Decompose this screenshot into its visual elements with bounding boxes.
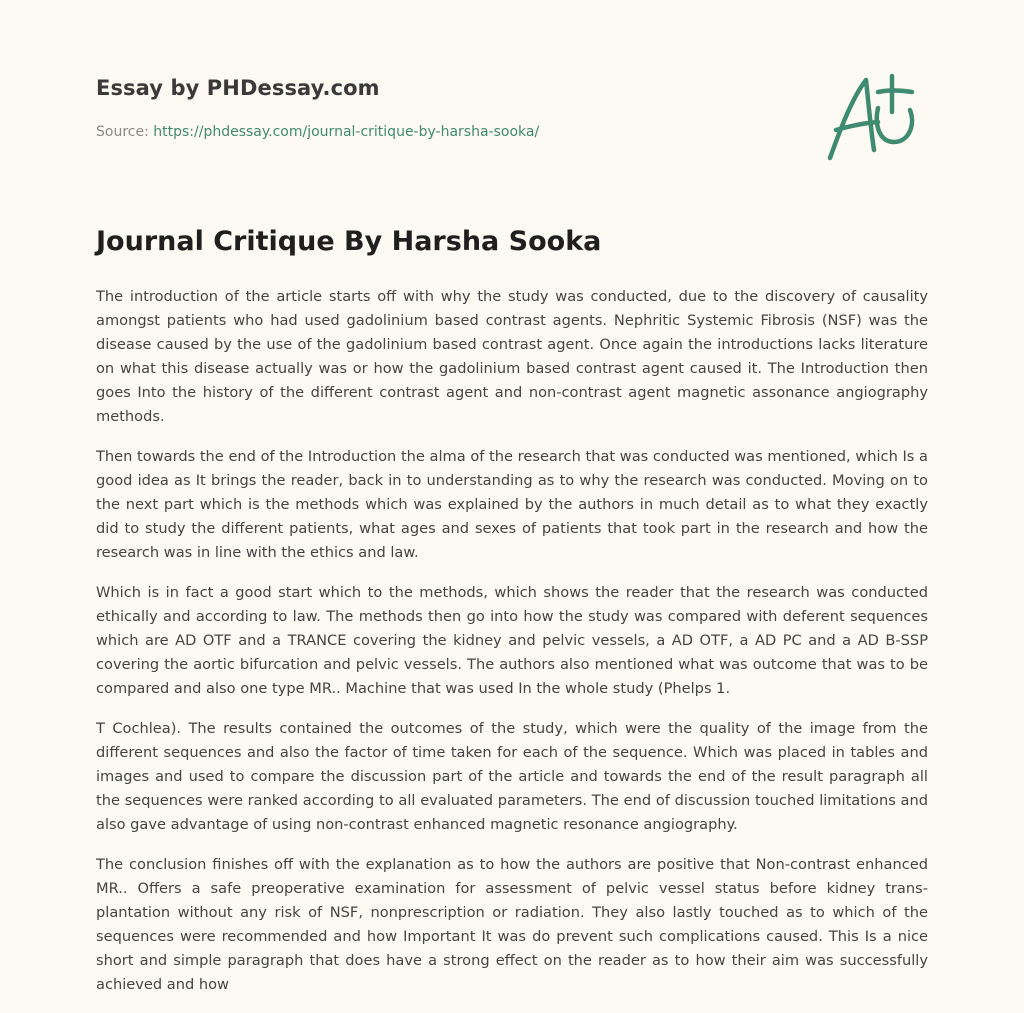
article-title: Journal Critique By Harsha Sooka xyxy=(96,226,602,257)
paragraph-3: Which is in fact a good start which to the methods, which shows the reader that the research was conducted ethically and according to law. The methods then go into how the study was compared with deferent sequences which are AD OTF and a TRANCE covering the kidney and pelvic vessels, a AD OTF, a AD PC and a AD B-SSP covering the aortic bifurcation and pelvic vessels. The authors also mentioned what was outcome that was to be compared and also one type MR.. Machine that was used In the whole study (Phelps 1. xyxy=(96,584,928,697)
source-link[interactable]: https://phdessay.com/journal-critique-by-harsha-sooka/ xyxy=(153,124,540,140)
site-title: Essay by PHDessay.com xyxy=(96,76,380,100)
paragraph-1: The introduction of the article starts off with why the study was conducted, due to the discovery of causality amongst patients who had used gadolinium based contrast agents. Nephritic Systemic Fibrosis (NSF) was the disease caused by the use of the gadolinium based contrast agent. Once again the introductions lacks literature on what this disease actually was or how the gadolinium based contrast agent caused it. The Introduction then goes Into the history of the different contrast agent and non-contrast agent magnetic assonance angiography methods. xyxy=(96,288,928,425)
paragraph-2: Then towards the end of the Introduction the alma of the research that was conducted was mentioned, which Is a good idea as It brings the reader, back in to understanding as to why the research was conducted. Moving on to the next part which is the methods which was explained by the authors in much detail as to what they exactly did to study the different patients, what ages and sexes of patients that took part in the research and how the research was in line with the ethics and law. xyxy=(96,448,928,561)
a-plus-logo-icon xyxy=(822,68,930,168)
paragraph-5: The conclusion finishes off with the explanation as to how the authors are positive that Non-contrast enhanced MR.. Offers a safe preoperative examination for assessment of pelvic vessel status before kidney trans- plantation without any risk of NSF, nonprescription or radiation. They also lastly touched as to which of the sequences were recommended and how Important It was do prevent such complications caused. This Is a nice short and simple paragraph that does have a strong effect on the reader as to how their aim was successfully achieved and how xyxy=(96,856,928,993)
source-line xyxy=(96,124,539,140)
paragraph-4: T Cochlea). The results contained the outcomes of the study, which were the quality of the image from the different sequences and also the factor of time taken for each of the sequence. Which was placed in tables and images and used to compare the discussion part of the article and towards the end of the result paragraph all the sequences were ranked according to all evaluated parameters. The end of discussion touched limitations and also gave advantage of using non-contrast enhanced magnetic resonance angiography. xyxy=(96,720,928,833)
article-body xyxy=(96,285,928,1013)
source-label: Source: xyxy=(96,124,149,140)
